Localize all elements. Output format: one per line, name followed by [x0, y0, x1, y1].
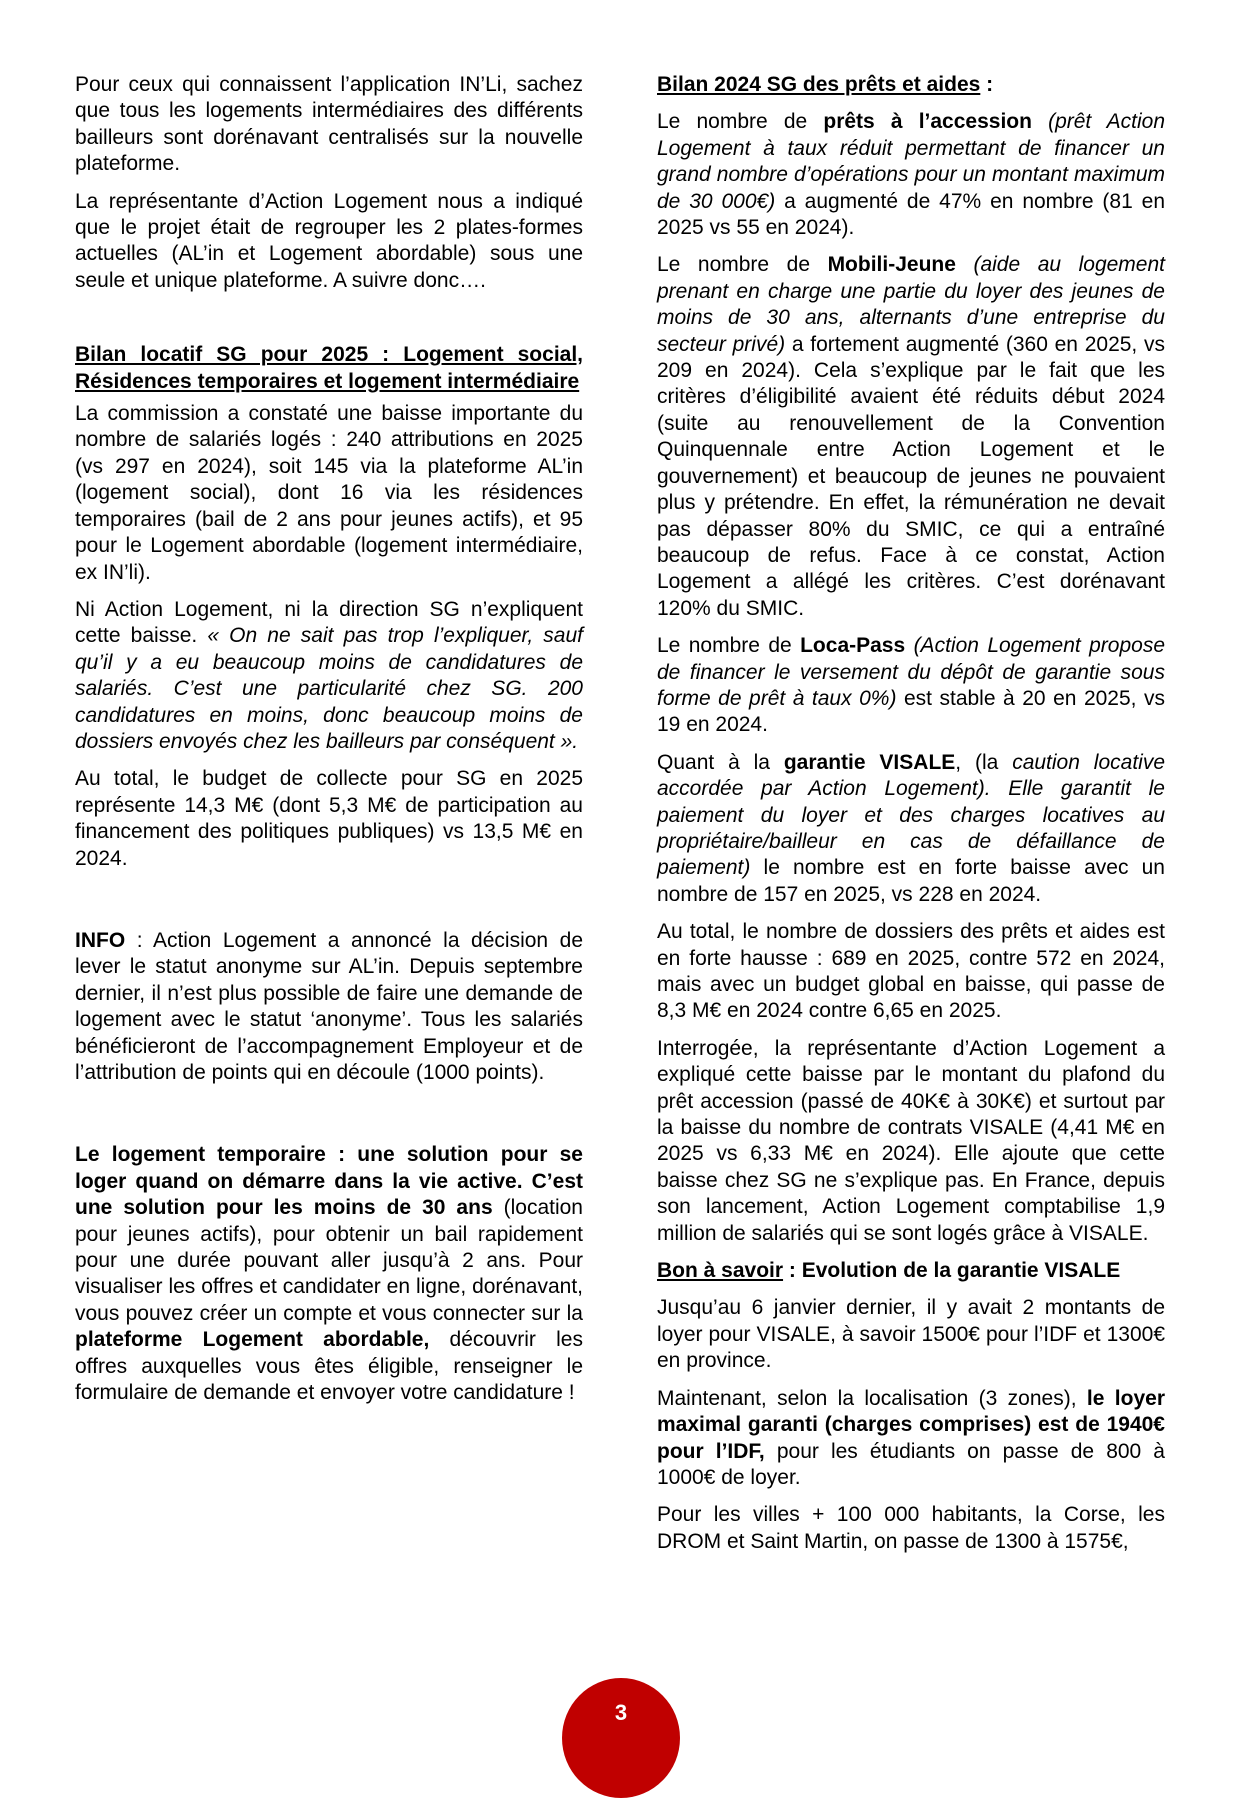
- locapass-bold: Loca-Pass: [800, 634, 906, 658]
- bilan-p2-quote: « On ne sait pas trop l’expliquer, sauf qu’il y a eu beaucoup moins de candidatures de salariés. C’est une particularité chez SG. 200 candidatures en moins, donc beaucoup moins de dossiers envoyés chez les bailleurs par conséquent ».: [75, 624, 583, 753]
- prets-aides-heading-colon: :: [980, 73, 994, 96]
- info-text: : Action Logement a annoncé la décision de lever le statut anonyme sur AL’in. Depuis septembre dernier, il n’est plus possible de faire une demande de logement avec le statut ‘anonyme’. Tous les salariés bénéficieront de l’accompagnement Employeur et de l’attribution de points qui en découle (1000 points).: [75, 928, 583, 1084]
- intro-paragraph-2: La représentante d’Action Logement nous a indiqué que le projet était de regrouper les 2 plates-formes actuelles (AL’in et Logement abordable) sous une seule et unique plateforme. A suivre donc….: [75, 189, 583, 292]
- bon-a-savoir-label: Bon à savoir: [657, 1259, 784, 1283]
- bilan-p2-text: Ni Action Logement, ni la direction SG n’expliquent cette baisse.: [75, 597, 583, 648]
- intro-paragraph-1: Pour ceux qui connaissent l’application IN’Li, sachez que tous les logements intermédiaires des différents bailleurs sont dorénavant centralisés sur la nouvelle plateforme.: [75, 73, 583, 176]
- mobili-text-start: Le nombre de: [657, 253, 828, 277]
- info-label: INFO: [75, 928, 126, 952]
- interrogee-paragraph: Interrogée, la représentante d’Action Logement a expliqué cette baisse par le montant du plafond du prêt accession (passé de 40K€ à 30K€) et surtout par la baisse du nombre de contrats VISALE (4,41 M€ en 2025 vs 6,33 M€ en 2024). Elle ajoute que cette baisse chez SG ne s’explique pas. En France, depuis son lancement, Action Logement comptabilise 1,9 million de salariés qui se sont logés grâce à VISALE.: [657, 1036, 1165, 1245]
- maintenant-text-start: Maintenant, selon la localisation (3 zones),: [657, 1386, 1087, 1410]
- temp-text-1: (location pour jeunes actifs), pour obtenir un bail rapidement pour une durée pouvant aller jusqu’à 2 ans. Pour visualiser les offres et candidater en ligne, dorénavant, vous pouvez créer un compte et vous connecter sur la: [75, 1196, 583, 1325]
- right-column: [657, 72, 1165, 1566]
- prets-aides-heading-text: Bilan 2024 SG des prêts et aides: [657, 73, 981, 96]
- temp-text-2: découvrir les offres auxquelles vous êtes éligible, renseigner le formulaire de demande et envoyer votre candidature !: [75, 1328, 583, 1405]
- total-dossiers-paragraph: Au total, le nombre de dossiers des prêts et aides est en forte hausse : 689 en 2025, contre 572 en 2024, mais avec un budget global en baisse, qui passe de 8,3 M€ en 2024 contre 6,65 en 2025.: [657, 920, 1165, 1023]
- info-paragraph: [75, 928, 583, 1086]
- maintenant-paragraph: [657, 1386, 1165, 1492]
- visale-italic: caution locative accordée par Action Logement). Elle garantit le paiement du loyer et des charges locatives au propriétaire/bailleur en cas de défaillance de paiement): [657, 750, 1165, 880]
- bon-a-savoir-title: : Evolution de la garantie VISALE: [783, 1259, 1121, 1283]
- accession-italic: (prêt Action Logement à taux réduit permettant de financer un grand nombre d’opérations pour un montant maximum de 30 000€): [657, 110, 1165, 213]
- accession-text-start: Le nombre de: [657, 110, 824, 134]
- page-number-badge: 3: [562, 1678, 680, 1798]
- bon-a-savoir-heading: [657, 1258, 1165, 1284]
- jusquau-paragraph: Jusqu’au 6 janvier dernier, il y avait 2 montants de loyer pour VISALE, à savoir 1500€ pour l’IDF et 1300€ en province.: [657, 1296, 1165, 1373]
- mobili-jeune-paragraph: [657, 252, 1165, 622]
- maintenant-bold: le loyer maximal garanti (charges comprises) est de 1940€ pour l’IDF,: [657, 1386, 1165, 1463]
- visale-text-end: le nombre est en forte baisse avec un nombre de 157 en 2025, vs 228 en 2024.: [657, 856, 1165, 906]
- mobili-italic: (aide au logement prenant en charge une partie du loyer des jeunes de moins de 30 ans, alternants d’une entreprise du secteur privé): [657, 253, 1165, 356]
- locapass-text-start: Le nombre de: [657, 634, 801, 658]
- locapass-text-end: est stable à 20 en 2025, vs 19 en 2024.: [657, 686, 1165, 737]
- mobili-text-end: a fortement augmenté (360 en 2025, vs 209 en 2024). Cela s’explique par le fait que les critères d’éligibilité avaient été réduits début 2024 (suite au renouvellement de la Convention Quinquennale entre Action Logement et le gouvernement) et beaucoup de jeunes ne pouvaient plus y prétendre. En effet, la rémunération ne devait pas dépasser 80% du SMIC, ce qui a entraîné beaucoup de refus. Face à ce constat, Action Logement a allégé les critères. C’est dorénavant 120% du SMIC.: [657, 332, 1165, 620]
- accession-paragraph: [657, 109, 1165, 241]
- visale-paragraph: [657, 750, 1165, 908]
- visale-text-mid: , (la: [955, 750, 1013, 774]
- visale-bold: garantie VISALE: [783, 750, 956, 774]
- left-column: [75, 72, 583, 1417]
- bilan-paragraph-2: [75, 597, 583, 755]
- temp-bold-platform: plateforme Logement abordable,: [75, 1328, 430, 1352]
- locapass-italic: (Action Logement propose de financer le versement du dépôt de garantie sous forme de prêt à taux 0%): [657, 634, 1165, 710]
- bilan-locatif-heading: Bilan locatif SG pour 2025 : Logement social, Résidences temporaires et logement intermédiaire: [75, 343, 583, 393]
- loca-pass-paragraph: [657, 633, 1165, 739]
- visale-text-start: Quant à la: [657, 750, 784, 774]
- prets-aides-heading: [657, 72, 1165, 98]
- accession-bold: prêts à l’accession: [823, 110, 1032, 134]
- maintenant-text-end: pour les étudiants on passe de 800 à 1000€ de loyer.: [657, 1439, 1165, 1489]
- bilan-paragraph-1: La commission a constaté une baisse importante du nombre de salariés logés : 240 attributions en 2025 (vs 297 en 2024), soit 145 via la plateforme AL’in (logement social), dont 16 via les résidences temporaires (bail de 2 ans pour jeunes actifs), et 95 pour le Logement abordable (logement intermédiaire, ex IN’li).: [75, 402, 583, 584]
- logement-temporaire-paragraph: [75, 1142, 583, 1406]
- accession-text-end: a augmenté de 47% en nombre (81 en 2025 vs 55 en 2024).: [657, 189, 1165, 240]
- mobili-bold: Mobili-Jeune: [827, 253, 956, 277]
- villes-paragraph: Pour les villes + 100 000 habitants, la Corse, les DROM et Saint Martin, on passe de 1300 à 1575€,: [657, 1503, 1165, 1553]
- temp-bold-intro: Le logement temporaire : une solution pour se loger quand on démarre dans la vie active. C’est une solution pour les moins de 30 ans: [75, 1143, 583, 1220]
- bilan-paragraph-3: Au total, le budget de collecte pour SG en 2025 représente 14,3 M€ (dont 5,3 M€ de participation au financement des politiques publiques) vs 13,5 M€ en 2024.: [75, 767, 583, 870]
